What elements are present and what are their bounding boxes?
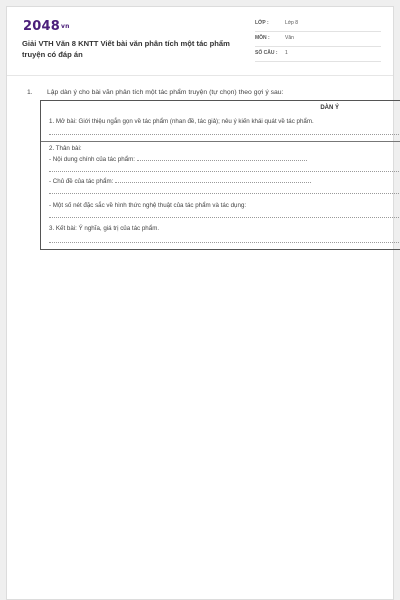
art-features-line: - Một số nét đặc sắc về hình thức nghệ thuật của tác phẩm và tác dụng: bbox=[49, 202, 247, 209]
body-heading: 2. Thân bài: bbox=[49, 145, 82, 152]
main-content-dotted-line bbox=[49, 171, 400, 172]
brand-logo[interactable] bbox=[23, 19, 70, 34]
question-text: Lập dàn ý cho bài văn phân tích một tác phẩm truyện (tự chọn) theo gợi ý sau: bbox=[47, 89, 284, 96]
meta-row-subject bbox=[255, 34, 381, 47]
main-content-dots bbox=[137, 160, 307, 161]
meta-value-question-count: 1 bbox=[285, 50, 288, 56]
outline-title: DÀN Ý bbox=[320, 105, 339, 111]
main-content-line bbox=[49, 156, 307, 163]
intro-line: 1. Mở bài: Giới thiệu ngắn gọn về tác phẩm (nhan đề, tác giả); nêu ý kiến khái quát về tác phẩm. bbox=[49, 118, 314, 125]
theme-dots bbox=[115, 182, 311, 183]
meta-label-class: LỚP : bbox=[255, 20, 269, 26]
meta-row-class bbox=[255, 19, 381, 32]
logo-suffix: vn bbox=[60, 23, 70, 30]
meta-value-subject: Văn bbox=[285, 35, 294, 41]
conclusion-line: 3. Kết bài: Ý nghĩa, giá trị của tác phẩm. bbox=[49, 225, 160, 232]
theme-dotted-line bbox=[49, 193, 400, 194]
outline-answer-box bbox=[40, 100, 400, 250]
section-separator bbox=[41, 141, 400, 142]
question-number: 1. bbox=[27, 89, 33, 96]
header-divider bbox=[7, 75, 393, 76]
meta-row-question-count bbox=[255, 49, 381, 62]
art-features-dotted-line bbox=[49, 217, 400, 218]
document-page bbox=[6, 6, 394, 600]
theme-label: - Chủ đề của tác phẩm: bbox=[49, 178, 114, 185]
theme-line bbox=[49, 178, 311, 185]
meta-value-class: Lớp 8 bbox=[285, 20, 299, 26]
meta-label-subject: MÔN : bbox=[255, 35, 270, 41]
logo-text: 2048 bbox=[23, 19, 60, 34]
main-content-label: - Nội dung chính của tác phẩm: bbox=[49, 156, 135, 163]
conclusion-dotted-line bbox=[49, 242, 400, 243]
document-title: Giải VTH Văn 8 KNTT Viết bài văn phân tích một tác phẩm truyện có đáp án bbox=[22, 39, 230, 59]
meta-label-question-count: SỐ CÂU : bbox=[255, 50, 278, 56]
intro-dotted-line bbox=[49, 134, 400, 135]
